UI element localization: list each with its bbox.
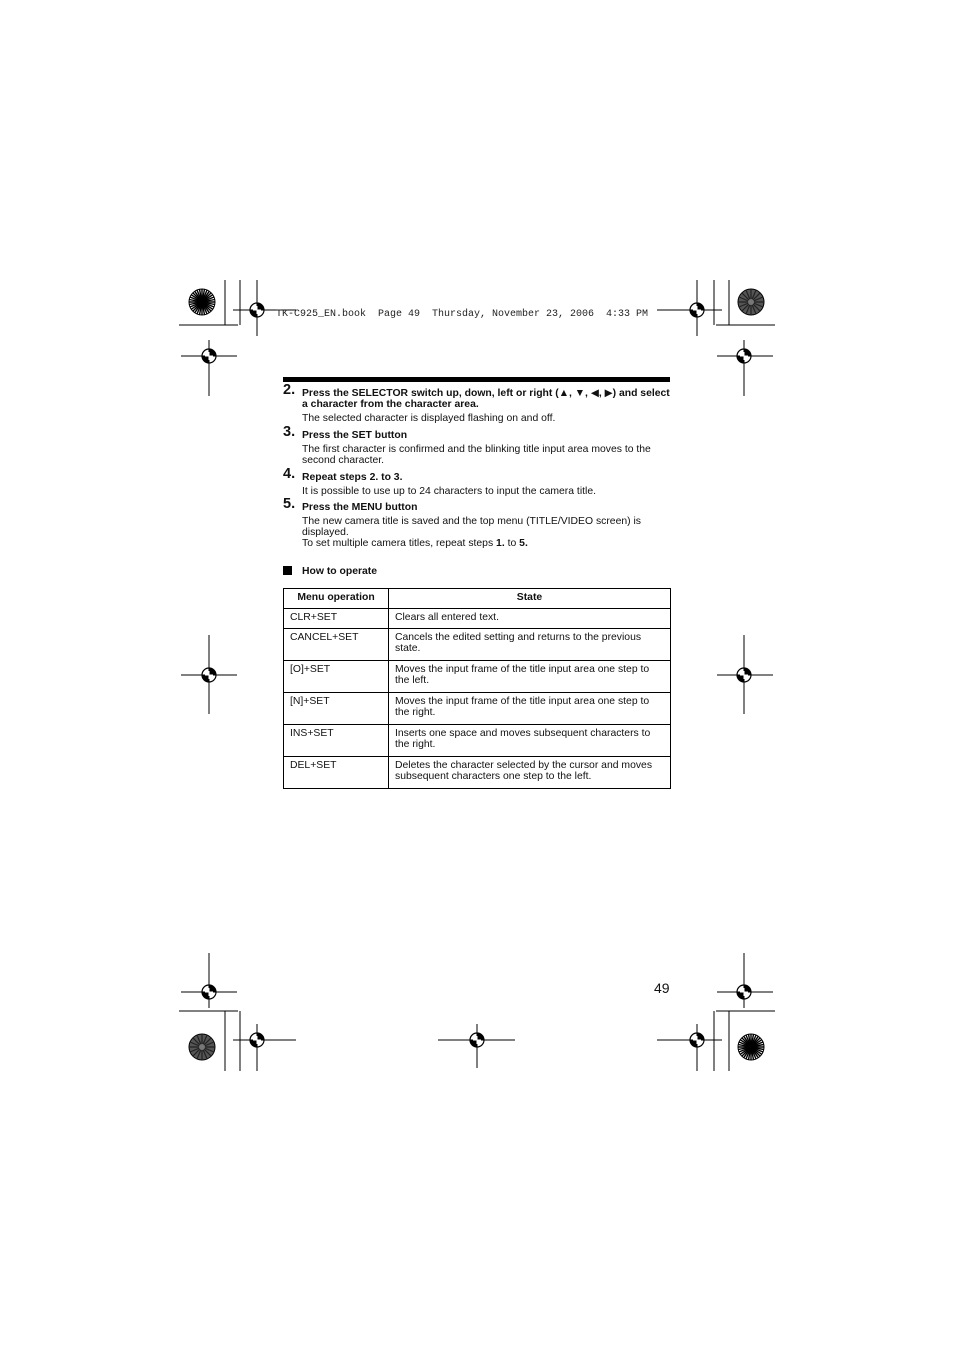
step-number: 5. [283,496,296,512]
operation-cell: CLR+SET [284,609,389,629]
step-heading: Press the SET button [302,430,408,441]
state-cell: Moves the input frame of the title input area one step to the right. [389,693,671,725]
column-header: Menu operation [284,589,389,609]
operation-cell: [N]+SET [284,693,389,725]
step-body: The selected character is displayed flashing on and off. [302,413,556,424]
print-header-line: TK-C925_EN.book Page 49 Thursday, November 23, 2006 4:33 PM [276,309,649,320]
table-row [284,757,671,789]
step-body: The new camera title is saved and the top menu (TITLE/VIDEO screen) is displayed. [302,516,641,538]
step-2 [283,382,670,424]
step-number: 2. [283,382,296,398]
operation-cell: [O]+SET [284,661,389,693]
step-number: 4. [283,466,296,482]
step-4 [283,466,670,497]
step-note: To set multiple camera titles, repeat steps 1. to 5. [302,538,528,549]
state-cell: Cancels the edited setting and returns to the previous state. [389,629,671,661]
table-row [284,725,671,757]
column-header: State [389,589,671,609]
table-row [284,693,671,725]
step-body: It is possible to use up to 24 characters to input the camera title. [302,486,596,497]
state-cell: Clears all entered text. [389,609,671,629]
step-3 [283,424,670,466]
state-cell: Deletes the character selected by the cursor and moves subsequent characters one step to the left. [389,757,671,789]
operation-cell: DEL+SET [284,757,389,789]
step-5 [283,496,670,549]
table-row [284,609,671,629]
page-number: 49 [654,980,670,996]
section-heading: How to operate [283,566,377,577]
table-header-row [284,589,671,609]
square-bullet-icon [283,566,292,575]
state-cell: Moves the input frame of the title input area one step to the left. [389,661,671,693]
step-number: 3. [283,424,296,440]
step-heading: Press the MENU button [302,502,418,513]
arrow-keys-icons: ▲, ▼, ◀, ▶ [558,388,613,399]
state-cell: Inserts one space and moves subsequent characters to the right. [389,725,671,757]
operation-cell: CANCEL+SET [284,629,389,661]
table-row [284,629,671,661]
operation-cell: INS+SET [284,725,389,757]
section-top-rule [283,377,670,382]
table-row [284,661,671,693]
operations-table [283,588,671,789]
step-body: The first character is confirmed and the blinking title input area moves to the second character. [302,444,651,466]
step-heading: Press the SELECTOR switch up, down, left or right (▲, ▼, ◀, ▶) and select a character from the character area. [302,388,670,410]
step-heading: Repeat steps 2. to 3. [302,472,403,483]
